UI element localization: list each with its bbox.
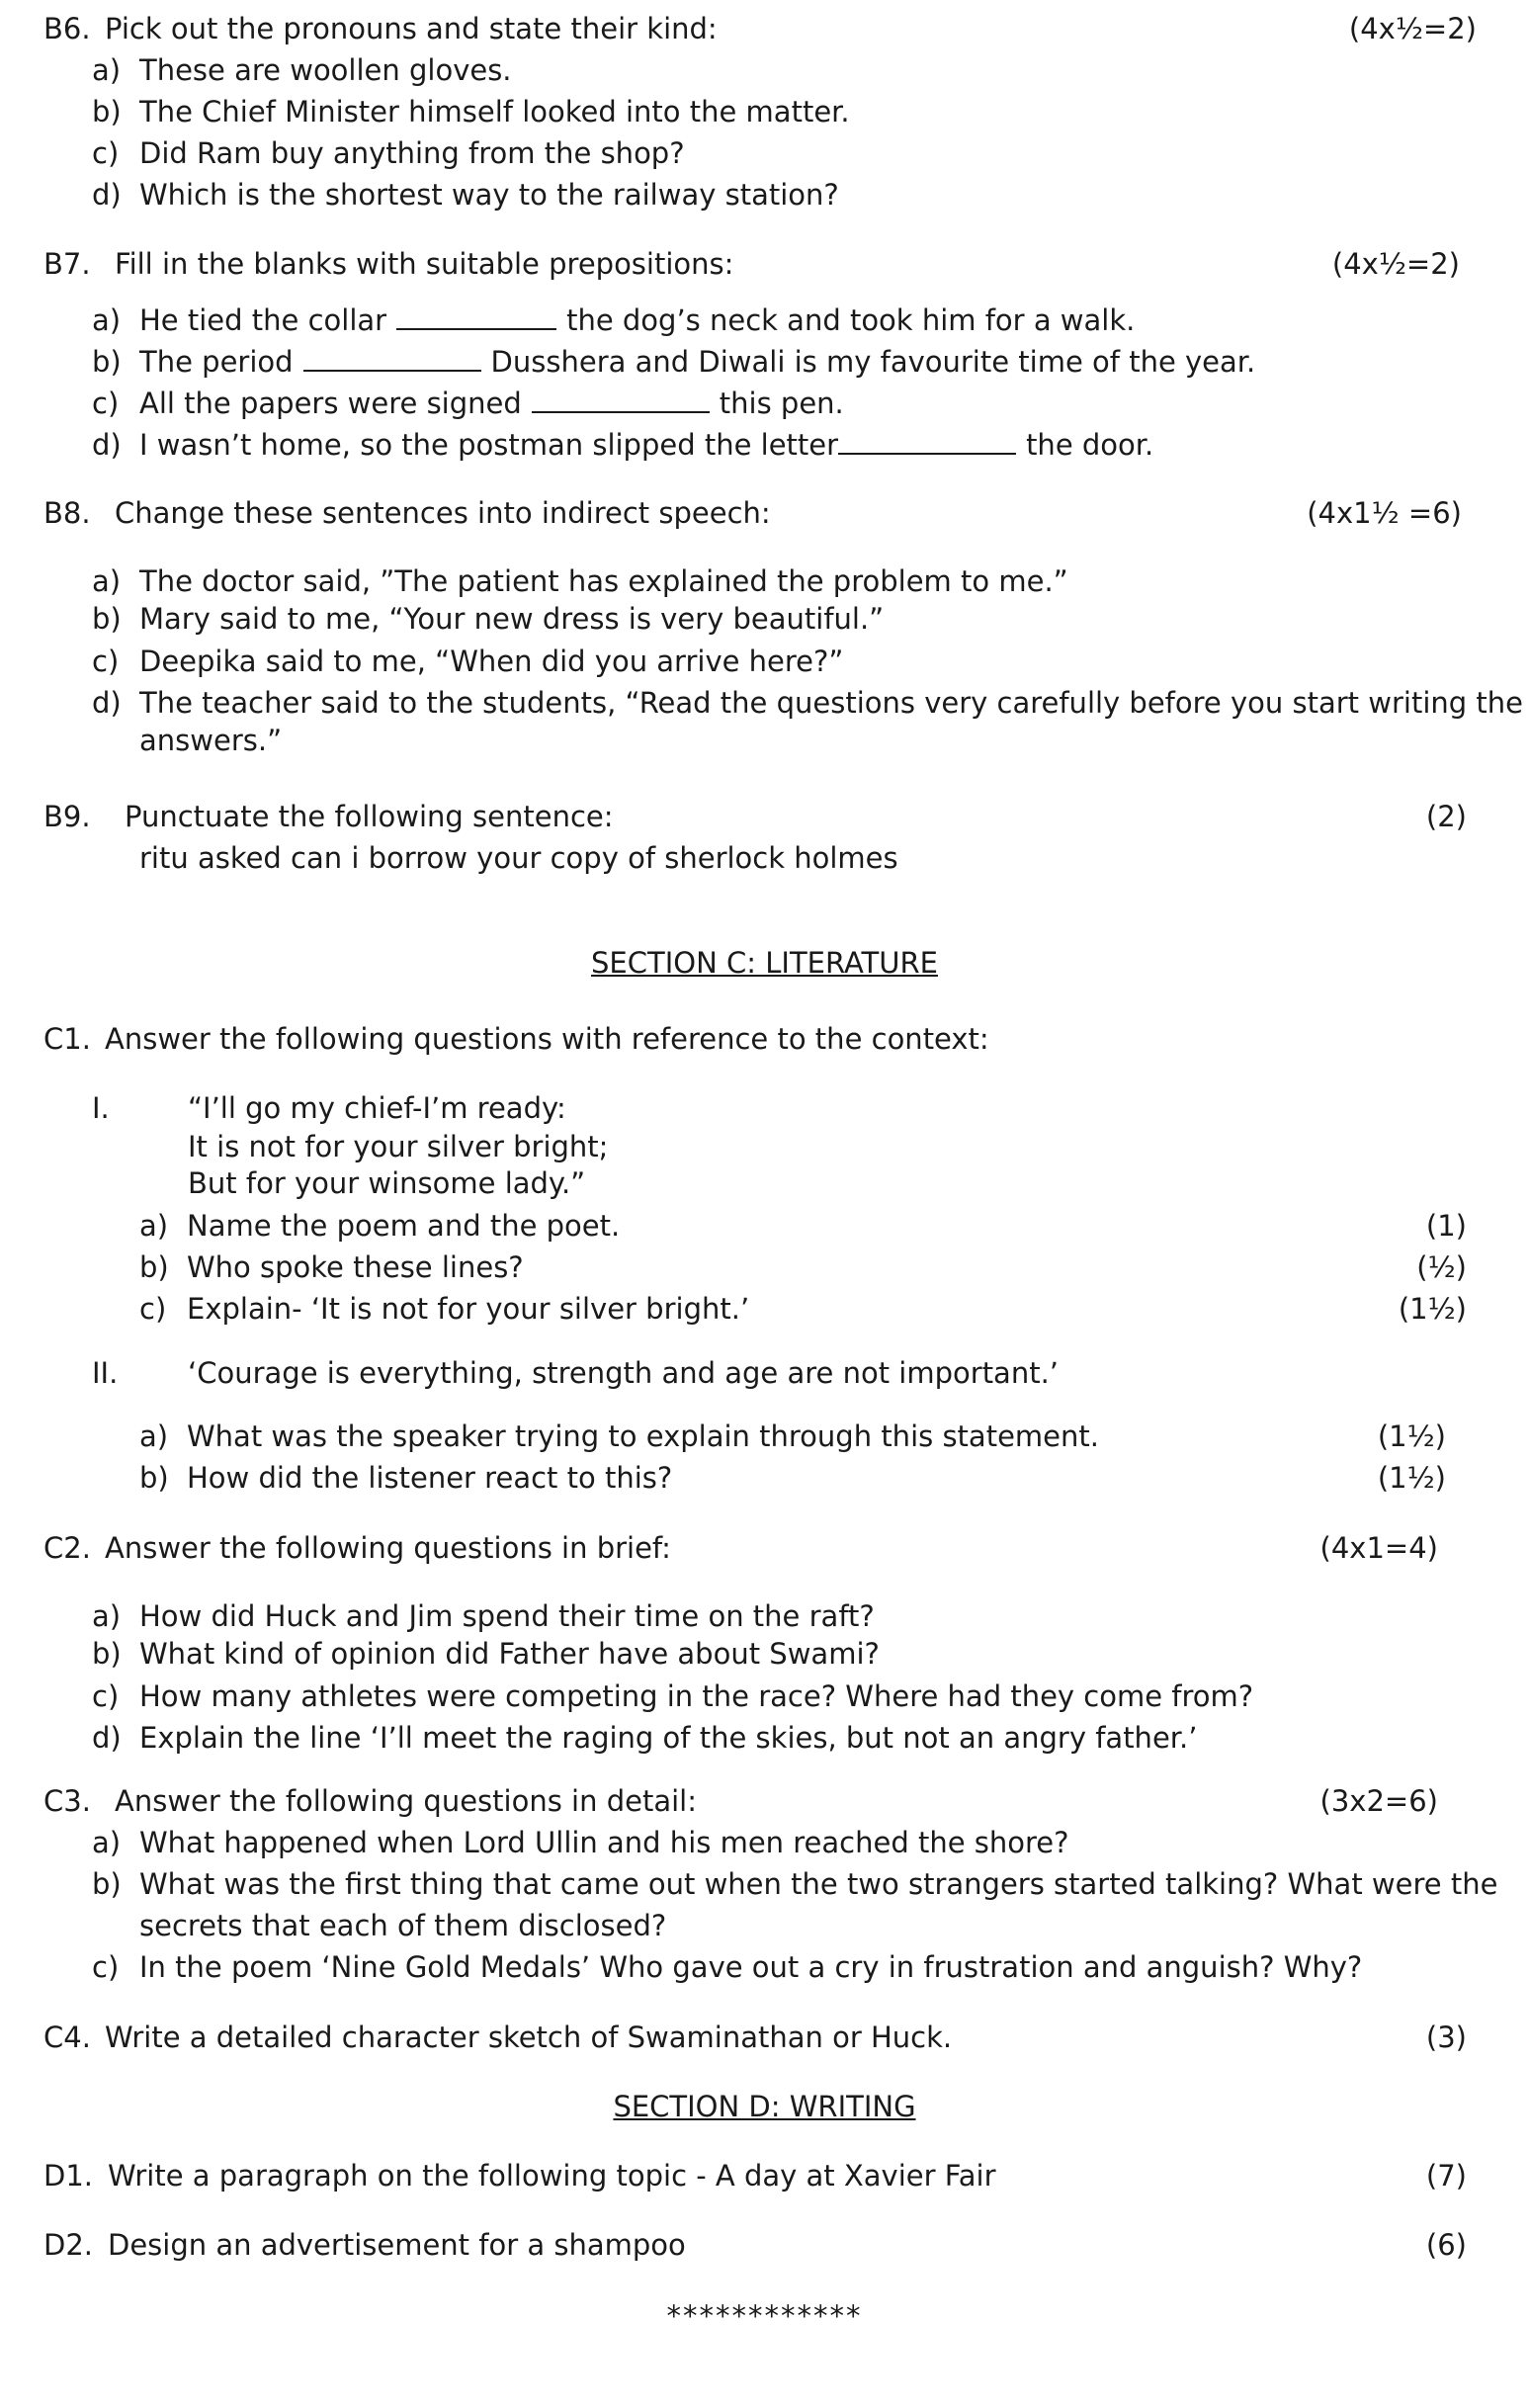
list-item: d) Which is the shortest way to the railway station?: [92, 178, 839, 212]
marks: (3x2=6): [1319, 1784, 1438, 1818]
poem-line: But for your winsome lady.”: [188, 1166, 586, 1200]
answer-blank: [303, 340, 481, 372]
answer-blank: [396, 299, 556, 330]
list-item: a) The doctor said, ”The patient has explained the problem to me.”: [92, 564, 1068, 598]
answer-blank: [838, 423, 1016, 455]
question-c2: [43, 1527, 671, 1569]
marks: (6): [1425, 2228, 1467, 2262]
list-item: a) What happened when Lord Ullin and his men reached the shore?: [92, 1826, 1069, 1859]
list-item: b) The Chief Minister himself looked into the matter.: [92, 95, 850, 129]
list-item: b) What was the first thing that came out when the two strangers started talking? What were the: [92, 1867, 1498, 1901]
list-item: a) These are woollen gloves.: [92, 53, 512, 87]
list-item: c) In the poem ‘Nine Gold Medals’ Who gave out a cry in frustration and anguish? Why?: [92, 1950, 1363, 1984]
question-prompt: Answer the following questions in brief:: [105, 1531, 671, 1565]
list-item-continuation: secrets that each of them disclosed?: [139, 1909, 667, 1942]
list-item-continuation: answers.”: [139, 724, 283, 757]
question-prompt: Answer the following questions in detail:: [115, 1784, 697, 1818]
list-item: d) Explain the line ‘I’ll meet the raging of the skies, but not an angry father.’: [92, 1721, 1198, 1755]
marks: (1½): [1398, 1292, 1467, 1326]
list-item: c) Deepika said to me, “When did you arrive here?”: [92, 645, 844, 678]
extract-quote: ‘Courage is everything, strength and age are not important.’: [188, 1356, 1060, 1390]
section-heading: SECTION D: WRITING: [613, 2090, 916, 2123]
marks: (1½): [1377, 1461, 1446, 1495]
poem-line: “I’ll go my chief-I’m ready:: [188, 1091, 566, 1125]
question-prompt: Design an advertisement for a shampoo: [108, 2228, 686, 2262]
marks: (7): [1425, 2159, 1467, 2193]
question-d2: [43, 2224, 686, 2266]
question-prompt: Pick out the pronouns and state their kind:: [105, 12, 718, 45]
list-item: d) I wasn’t home, so the postman slipped the letter the door.: [92, 423, 1153, 466]
question-number: B8.: [43, 496, 91, 530]
marks: (2): [1425, 800, 1467, 833]
marks: (4x1=4): [1319, 1531, 1438, 1565]
roman-numeral: II.: [92, 1356, 119, 1390]
roman-numeral: I.: [92, 1091, 110, 1125]
question-c3: [43, 1780, 697, 1822]
list-item: c) Explain- ‘It is not for your silver bright.’: [139, 1292, 750, 1326]
marks: (½): [1416, 1250, 1467, 1284]
punctuation-sentence: ritu asked can i borrow your copy of sherlock holmes: [139, 841, 898, 875]
question-b9: [43, 796, 614, 837]
question-prompt: Change these sentences into indirect speech:: [115, 496, 771, 530]
list-item: c) Did Ram buy anything from the shop?: [92, 136, 685, 170]
list-item: c) How many athletes were competing in the race? Where had they come from?: [92, 1679, 1254, 1713]
list-item: a) What was the speaker trying to explain through this statement.: [139, 1419, 1099, 1453]
question-c1: [43, 1018, 989, 1060]
question-c4: [43, 2017, 952, 2058]
answer-blank: [532, 382, 710, 413]
question-prompt: Punctuate the following sentence:: [125, 800, 614, 833]
marks: (4x½=2): [1331, 247, 1460, 281]
marks: (4x½=2): [1348, 12, 1477, 45]
marks: (4x1½ =6): [1307, 496, 1462, 530]
list-item: a) How did Huck and Jim spend their time on the raft?: [92, 1599, 875, 1633]
question-number: C2.: [43, 1531, 91, 1565]
question-number: B7.: [43, 247, 91, 281]
question-prompt: Answer the following questions with reference to the context:: [105, 1022, 989, 1056]
question-prompt: Write a detailed character sketch of Swaminathan or Huck.: [105, 2021, 953, 2054]
list-item: d) The teacher said to the students, “Read the questions very carefully before you start writing the: [92, 686, 1523, 720]
marks: (3): [1425, 2021, 1467, 2054]
list-item: b) Mary said to me, “Your new dress is very beautiful.”: [92, 602, 885, 636]
question-d1: [43, 2155, 996, 2196]
list-item: b) Who spoke these lines?: [139, 1250, 524, 1284]
extract-ii: [92, 1352, 1059, 1394]
question-number: D1.: [43, 2159, 93, 2193]
list-item: a) He tied the collar the dog’s neck and took him for a walk.: [92, 299, 1135, 341]
list-item: b) What kind of opinion did Father have about Swami?: [92, 1637, 880, 1671]
list-item: c) All the papers were signed this pen.: [92, 382, 844, 424]
marks: (1½): [1377, 1419, 1446, 1453]
question-number: C3.: [43, 1784, 91, 1818]
list-item: b) How did the listener react to this?: [139, 1461, 673, 1495]
section-heading: SECTION C: LITERATURE: [591, 946, 938, 980]
question-b8: [43, 492, 771, 534]
question-number: B6.: [43, 12, 91, 45]
list-item: b) The period Dusshera and Diwali is my favourite time of the year.: [92, 340, 1255, 383]
question-prompt: Fill in the blanks with suitable prepositions:: [115, 247, 734, 281]
question-number: D2.: [43, 2228, 93, 2262]
list-item: a) Name the poem and the poet.: [139, 1209, 621, 1243]
marks: (1): [1425, 1209, 1467, 1243]
question-number: C1.: [43, 1022, 91, 1056]
question-b7: [43, 243, 733, 285]
extract-i: [92, 1087, 566, 1129]
question-number: C4.: [43, 2021, 91, 2054]
end-marker: ************: [666, 2299, 863, 2333]
question-number: B9.: [43, 800, 91, 833]
question-b6: [43, 8, 718, 49]
question-prompt: Write a paragraph on the following topic - A day at Xavier Fair: [108, 2159, 996, 2193]
poem-line: It is not for your silver bright;: [188, 1130, 609, 1163]
